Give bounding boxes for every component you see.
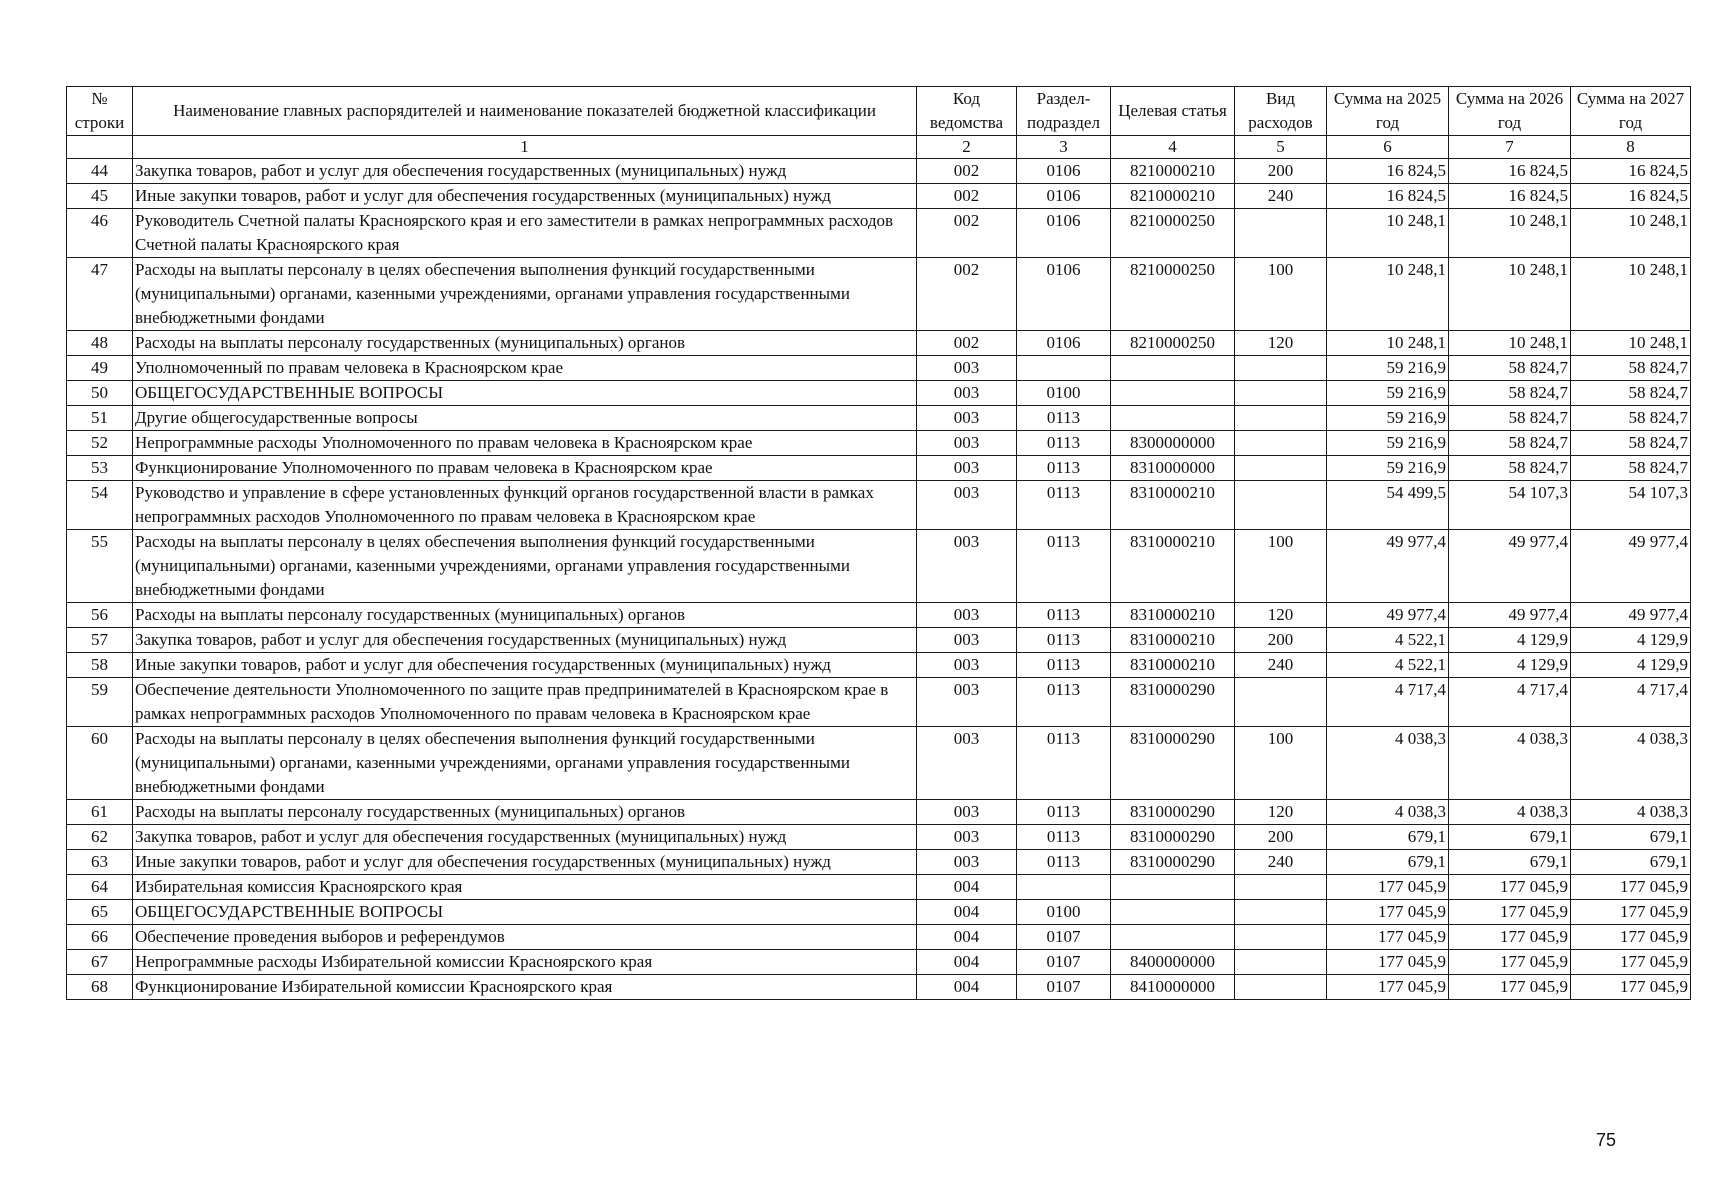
sum-2027-cell: 58 824,7	[1571, 456, 1691, 481]
sum-2026-cell: 16 824,5	[1449, 159, 1571, 184]
name-cell: Уполномоченный по правам человека в Красноярском крае	[133, 356, 917, 381]
department-code-cell: 003	[917, 653, 1017, 678]
target-item-cell: 8310000290	[1111, 850, 1235, 875]
expense-type-cell: 240	[1235, 653, 1327, 678]
sum-2027-cell: 16 824,5	[1571, 159, 1691, 184]
target-item-cell: 8310000290	[1111, 727, 1235, 800]
section-cell: 0113	[1017, 456, 1111, 481]
section-cell: 0113	[1017, 800, 1111, 825]
sum-2025-cell: 679,1	[1327, 825, 1449, 850]
target-item-cell: 8210000250	[1111, 209, 1235, 258]
expense-type-cell	[1235, 406, 1327, 431]
table-header-row	[67, 87, 1691, 136]
target-item-cell: 8210000250	[1111, 331, 1235, 356]
section-cell: 0113	[1017, 603, 1111, 628]
target-item-cell: 8310000210	[1111, 603, 1235, 628]
name-cell: Закупка товаров, работ и услуг для обеспечения государственных (муниципальных) нужд	[133, 628, 917, 653]
department-code-cell: 002	[917, 159, 1017, 184]
row-number-cell: 44	[67, 159, 133, 184]
sum-2027-cell: 4 038,3	[1571, 800, 1691, 825]
department-code-cell: 003	[917, 850, 1017, 875]
table-row	[67, 331, 1691, 356]
expense-type-cell: 100	[1235, 258, 1327, 331]
sum-2026-cell: 10 248,1	[1449, 209, 1571, 258]
row-number-cell: 60	[67, 727, 133, 800]
sum-2025-cell: 177 045,9	[1327, 900, 1449, 925]
section-cell: 0100	[1017, 900, 1111, 925]
row-number-cell: 49	[67, 356, 133, 381]
sum-2027-cell: 177 045,9	[1571, 900, 1691, 925]
table-row	[67, 159, 1691, 184]
sum-2025-cell: 59 216,9	[1327, 456, 1449, 481]
sum-2027-cell: 177 045,9	[1571, 975, 1691, 1000]
section-cell: 0113	[1017, 628, 1111, 653]
sum-2026-cell: 177 045,9	[1449, 875, 1571, 900]
sum-2026-cell: 58 824,7	[1449, 406, 1571, 431]
sum-2026-cell: 177 045,9	[1449, 975, 1571, 1000]
department-code-cell: 003	[917, 825, 1017, 850]
department-code-cell: 002	[917, 258, 1017, 331]
sum-2027-cell: 4 717,4	[1571, 678, 1691, 727]
table-row	[67, 653, 1691, 678]
expense-type-cell	[1235, 900, 1327, 925]
row-number-cell: 52	[67, 431, 133, 456]
table-row	[67, 850, 1691, 875]
expense-type-cell	[1235, 456, 1327, 481]
sum-2027-cell: 679,1	[1571, 850, 1691, 875]
department-code-cell: 003	[917, 603, 1017, 628]
target-item-cell	[1111, 875, 1235, 900]
target-item-cell: 8310000290	[1111, 678, 1235, 727]
table-row	[67, 875, 1691, 900]
column-index: 7	[1449, 136, 1571, 159]
department-code-cell: 003	[917, 530, 1017, 603]
table-row	[67, 727, 1691, 800]
department-code-cell: 003	[917, 727, 1017, 800]
expense-type-cell: 100	[1235, 727, 1327, 800]
target-item-cell	[1111, 406, 1235, 431]
table-row	[67, 456, 1691, 481]
sum-2025-cell: 49 977,4	[1327, 603, 1449, 628]
expense-type-cell: 200	[1235, 159, 1327, 184]
expense-type-cell	[1235, 481, 1327, 530]
row-number-cell: 67	[67, 950, 133, 975]
expense-type-cell: 200	[1235, 628, 1327, 653]
page-number: 75	[1596, 1130, 1617, 1150]
header-row-number: № строки	[67, 87, 133, 136]
name-cell: Иные закупки товаров, работ и услуг для обеспечения государственных (муниципальных) нужд	[133, 653, 917, 678]
target-item-cell	[1111, 900, 1235, 925]
name-cell: Расходы на выплаты персоналу государственных (муниципальных) органов	[133, 800, 917, 825]
header-sum-2025: Сумма на 2025 год	[1327, 87, 1449, 136]
row-number-cell: 50	[67, 381, 133, 406]
row-number-cell: 46	[67, 209, 133, 258]
column-index: 8	[1571, 136, 1691, 159]
expense-type-cell: 100	[1235, 530, 1327, 603]
sum-2026-cell: 16 824,5	[1449, 184, 1571, 209]
name-cell: Закупка товаров, работ и услуг для обеспечения государственных (муниципальных) нужд	[133, 159, 917, 184]
sum-2027-cell: 177 045,9	[1571, 925, 1691, 950]
expense-type-cell	[1235, 875, 1327, 900]
row-number-cell: 64	[67, 875, 133, 900]
target-item-cell: 8310000210	[1111, 530, 1235, 603]
sum-2025-cell: 679,1	[1327, 850, 1449, 875]
name-cell: ОБЩЕГОСУДАРСТВЕННЫЕ ВОПРОСЫ	[133, 381, 917, 406]
table-row	[67, 950, 1691, 975]
sum-2027-cell: 58 824,7	[1571, 356, 1691, 381]
target-item-cell: 8410000000	[1111, 975, 1235, 1000]
sum-2026-cell: 54 107,3	[1449, 481, 1571, 530]
row-number-cell: 55	[67, 530, 133, 603]
expense-type-cell	[1235, 678, 1327, 727]
table-row	[67, 209, 1691, 258]
sum-2025-cell: 177 045,9	[1327, 975, 1449, 1000]
name-cell: Расходы на выплаты персоналу в целях обеспечения выполнения функций государственными (муниципальными) органами, казенными учреждениями, органами управления государственными внебюджетными фондами	[133, 727, 917, 800]
sum-2025-cell: 4 038,3	[1327, 727, 1449, 800]
column-index-row	[67, 136, 1691, 159]
table-row	[67, 825, 1691, 850]
section-cell	[1017, 356, 1111, 381]
table-row	[67, 800, 1691, 825]
table-body	[67, 159, 1691, 1000]
header-department-code: Код ведомства	[917, 87, 1017, 136]
expense-type-cell: 200	[1235, 825, 1327, 850]
expense-type-cell	[1235, 209, 1327, 258]
column-index	[67, 136, 133, 159]
department-code-cell: 004	[917, 900, 1017, 925]
table-row	[67, 381, 1691, 406]
section-cell: 0100	[1017, 381, 1111, 406]
expense-type-cell	[1235, 975, 1327, 1000]
target-item-cell	[1111, 356, 1235, 381]
sum-2026-cell: 10 248,1	[1449, 258, 1571, 331]
row-number-cell: 65	[67, 900, 133, 925]
expense-type-cell: 120	[1235, 331, 1327, 356]
sum-2027-cell: 4 129,9	[1571, 653, 1691, 678]
header-target-item: Целевая статья	[1111, 87, 1235, 136]
sum-2025-cell: 10 248,1	[1327, 258, 1449, 331]
row-number-cell: 54	[67, 481, 133, 530]
expense-type-cell	[1235, 431, 1327, 456]
department-code-cell: 002	[917, 331, 1017, 356]
table-row	[67, 481, 1691, 530]
table-row	[67, 530, 1691, 603]
sum-2025-cell: 16 824,5	[1327, 159, 1449, 184]
name-cell: Функционирование Избирательной комиссии Красноярского края	[133, 975, 917, 1000]
target-item-cell: 8310000210	[1111, 653, 1235, 678]
expense-type-cell: 120	[1235, 800, 1327, 825]
section-cell: 0106	[1017, 184, 1111, 209]
row-number-cell: 62	[67, 825, 133, 850]
sum-2025-cell: 59 216,9	[1327, 431, 1449, 456]
column-index: 1	[133, 136, 917, 159]
sum-2026-cell: 4 038,3	[1449, 800, 1571, 825]
sum-2027-cell: 58 824,7	[1571, 431, 1691, 456]
sum-2025-cell: 4 717,4	[1327, 678, 1449, 727]
department-code-cell: 003	[917, 481, 1017, 530]
row-number-cell: 56	[67, 603, 133, 628]
row-number-cell: 68	[67, 975, 133, 1000]
section-cell: 0113	[1017, 850, 1111, 875]
sum-2025-cell: 4 522,1	[1327, 628, 1449, 653]
department-code-cell: 003	[917, 356, 1017, 381]
sum-2027-cell: 58 824,7	[1571, 406, 1691, 431]
sum-2026-cell: 49 977,4	[1449, 603, 1571, 628]
name-cell: Функционирование Уполномоченного по правам человека в Красноярском крае	[133, 456, 917, 481]
section-cell: 0113	[1017, 653, 1111, 678]
department-code-cell: 003	[917, 406, 1017, 431]
department-code-cell: 004	[917, 925, 1017, 950]
sum-2026-cell: 58 824,7	[1449, 456, 1571, 481]
sum-2027-cell: 4 129,9	[1571, 628, 1691, 653]
sum-2026-cell: 10 248,1	[1449, 331, 1571, 356]
name-cell: Расходы на выплаты персоналу государственных (муниципальных) органов	[133, 603, 917, 628]
department-code-cell: 003	[917, 381, 1017, 406]
table-row	[67, 900, 1691, 925]
row-number-cell: 48	[67, 331, 133, 356]
table-row	[67, 925, 1691, 950]
sum-2026-cell: 58 824,7	[1449, 431, 1571, 456]
department-code-cell: 004	[917, 975, 1017, 1000]
department-code-cell: 003	[917, 628, 1017, 653]
name-cell: Другие общегосударственные вопросы	[133, 406, 917, 431]
target-item-cell: 8210000210	[1111, 159, 1235, 184]
row-number-cell: 66	[67, 925, 133, 950]
sum-2025-cell: 10 248,1	[1327, 331, 1449, 356]
table-row	[67, 431, 1691, 456]
department-code-cell: 002	[917, 209, 1017, 258]
section-cell: 0106	[1017, 159, 1111, 184]
target-item-cell: 8210000250	[1111, 258, 1235, 331]
row-number-cell: 51	[67, 406, 133, 431]
header-sum-2026: Сумма на 2026 год	[1449, 87, 1571, 136]
name-cell: Иные закупки товаров, работ и услуг для обеспечения государственных (муниципальных) нужд	[133, 184, 917, 209]
expense-type-cell	[1235, 925, 1327, 950]
sum-2027-cell: 4 038,3	[1571, 727, 1691, 800]
sum-2025-cell: 59 216,9	[1327, 381, 1449, 406]
sum-2025-cell: 16 824,5	[1327, 184, 1449, 209]
sum-2026-cell: 58 824,7	[1449, 381, 1571, 406]
section-cell: 0113	[1017, 678, 1111, 727]
target-item-cell: 8310000290	[1111, 800, 1235, 825]
name-cell: Расходы на выплаты персоналу в целях обеспечения выполнения функций государственными (муниципальными) органами, казенными учреждениями, органами управления государственными внебюджетными фондами	[133, 258, 917, 331]
header-name: Наименование главных распорядителей и наименование показателей бюджетной классификации	[133, 87, 917, 136]
table-row	[67, 258, 1691, 331]
department-code-cell: 003	[917, 800, 1017, 825]
sum-2027-cell: 679,1	[1571, 825, 1691, 850]
section-cell: 0107	[1017, 975, 1111, 1000]
department-code-cell: 002	[917, 184, 1017, 209]
row-number-cell: 58	[67, 653, 133, 678]
sum-2027-cell: 54 107,3	[1571, 481, 1691, 530]
table-row	[67, 975, 1691, 1000]
target-item-cell: 8400000000	[1111, 950, 1235, 975]
section-cell: 0107	[1017, 925, 1111, 950]
row-number-cell: 53	[67, 456, 133, 481]
sum-2027-cell: 177 045,9	[1571, 950, 1691, 975]
column-index: 6	[1327, 136, 1449, 159]
sum-2026-cell: 4 129,9	[1449, 653, 1571, 678]
expense-type-cell: 120	[1235, 603, 1327, 628]
sum-2027-cell: 49 977,4	[1571, 530, 1691, 603]
section-cell: 0113	[1017, 406, 1111, 431]
sum-2026-cell: 4 717,4	[1449, 678, 1571, 727]
section-cell: 0113	[1017, 431, 1111, 456]
name-cell: Избирательная комиссия Красноярского края	[133, 875, 917, 900]
name-cell: Обеспечение деятельности Уполномоченного по защите прав предпринимателей в Красноярском крае в рамках непрограммных расходов Уполномоченного по правам человека в Красноярском крае	[133, 678, 917, 727]
department-code-cell: 003	[917, 456, 1017, 481]
target-item-cell	[1111, 925, 1235, 950]
table-row	[67, 603, 1691, 628]
sum-2026-cell: 58 824,7	[1449, 356, 1571, 381]
row-number-cell: 59	[67, 678, 133, 727]
department-code-cell: 003	[917, 678, 1017, 727]
sum-2026-cell: 679,1	[1449, 825, 1571, 850]
section-cell: 0106	[1017, 258, 1111, 331]
name-cell: Иные закупки товаров, работ и услуг для обеспечения государственных (муниципальных) нужд	[133, 850, 917, 875]
name-cell: Непрограммные расходы Избирательной комиссии Красноярского края	[133, 950, 917, 975]
target-item-cell: 8310000290	[1111, 825, 1235, 850]
table-row	[67, 406, 1691, 431]
department-code-cell: 004	[917, 950, 1017, 975]
table-row	[67, 678, 1691, 727]
sum-2027-cell: 58 824,7	[1571, 381, 1691, 406]
budget-table	[66, 86, 1691, 1000]
name-cell: Расходы на выплаты персоналу в целях обеспечения выполнения функций государственными (муниципальными) органами, казенными учреждениями, органами управления государственными внебюджетными фондами	[133, 530, 917, 603]
column-index: 2	[917, 136, 1017, 159]
sum-2025-cell: 4 038,3	[1327, 800, 1449, 825]
sum-2025-cell: 177 045,9	[1327, 950, 1449, 975]
sum-2027-cell: 10 248,1	[1571, 209, 1691, 258]
sum-2026-cell: 4 129,9	[1449, 628, 1571, 653]
row-number-cell: 61	[67, 800, 133, 825]
sum-2027-cell: 16 824,5	[1571, 184, 1691, 209]
table-row	[67, 356, 1691, 381]
sum-2025-cell: 59 216,9	[1327, 356, 1449, 381]
name-cell: ОБЩЕГОСУДАРСТВЕННЫЕ ВОПРОСЫ	[133, 900, 917, 925]
sum-2026-cell: 49 977,4	[1449, 530, 1571, 603]
header-sum-2027: Сумма на 2027 год	[1571, 87, 1691, 136]
section-cell	[1017, 875, 1111, 900]
target-item-cell: 8310000210	[1111, 628, 1235, 653]
sum-2026-cell: 177 045,9	[1449, 925, 1571, 950]
table-row	[67, 184, 1691, 209]
name-cell: Обеспечение проведения выборов и референдумов	[133, 925, 917, 950]
name-cell: Руководитель Счетной палаты Красноярского края и его заместители в рамках непрограммных расходов Счетной палаты Красноярского края	[133, 209, 917, 258]
target-item-cell: 8310000000	[1111, 456, 1235, 481]
name-cell: Расходы на выплаты персоналу государственных (муниципальных) органов	[133, 331, 917, 356]
sum-2026-cell: 4 038,3	[1449, 727, 1571, 800]
expense-type-cell	[1235, 381, 1327, 406]
sum-2026-cell: 177 045,9	[1449, 950, 1571, 975]
sum-2026-cell: 679,1	[1449, 850, 1571, 875]
department-code-cell: 004	[917, 875, 1017, 900]
target-item-cell: 8300000000	[1111, 431, 1235, 456]
sum-2026-cell: 177 045,9	[1449, 900, 1571, 925]
expense-type-cell	[1235, 950, 1327, 975]
sum-2025-cell: 177 045,9	[1327, 875, 1449, 900]
name-cell: Руководство и управление в сфере установленных функций органов государственной власти в рамках непрограммных расходов Уполномоченного по правам человека в Красноярском крае	[133, 481, 917, 530]
sum-2025-cell: 54 499,5	[1327, 481, 1449, 530]
expense-type-cell: 240	[1235, 850, 1327, 875]
sum-2025-cell: 177 045,9	[1327, 925, 1449, 950]
sum-2025-cell: 49 977,4	[1327, 530, 1449, 603]
section-cell: 0106	[1017, 209, 1111, 258]
header-expense-type: Вид расходов	[1235, 87, 1327, 136]
sum-2025-cell: 59 216,9	[1327, 406, 1449, 431]
department-code-cell: 003	[917, 431, 1017, 456]
row-number-cell: 57	[67, 628, 133, 653]
sum-2027-cell: 10 248,1	[1571, 331, 1691, 356]
column-index: 4	[1111, 136, 1235, 159]
target-item-cell: 8210000210	[1111, 184, 1235, 209]
expense-type-cell: 240	[1235, 184, 1327, 209]
sum-2027-cell: 10 248,1	[1571, 258, 1691, 331]
section-cell: 0113	[1017, 481, 1111, 530]
section-cell: 0113	[1017, 825, 1111, 850]
row-number-cell: 47	[67, 258, 133, 331]
row-number-cell: 63	[67, 850, 133, 875]
section-cell: 0113	[1017, 530, 1111, 603]
column-index: 3	[1017, 136, 1111, 159]
name-cell: Закупка товаров, работ и услуг для обеспечения государственных (муниципальных) нужд	[133, 825, 917, 850]
section-cell: 0113	[1017, 727, 1111, 800]
table-row	[67, 628, 1691, 653]
section-cell: 0106	[1017, 331, 1111, 356]
target-item-cell	[1111, 381, 1235, 406]
column-index: 5	[1235, 136, 1327, 159]
name-cell: Непрограммные расходы Уполномоченного по правам человека в Красноярском крае	[133, 431, 917, 456]
sum-2025-cell: 4 522,1	[1327, 653, 1449, 678]
sum-2025-cell: 10 248,1	[1327, 209, 1449, 258]
row-number-cell: 45	[67, 184, 133, 209]
sum-2027-cell: 177 045,9	[1571, 875, 1691, 900]
section-cell: 0107	[1017, 950, 1111, 975]
header-section: Раздел-подраздел	[1017, 87, 1111, 136]
sum-2027-cell: 49 977,4	[1571, 603, 1691, 628]
target-item-cell: 8310000210	[1111, 481, 1235, 530]
expense-type-cell	[1235, 356, 1327, 381]
